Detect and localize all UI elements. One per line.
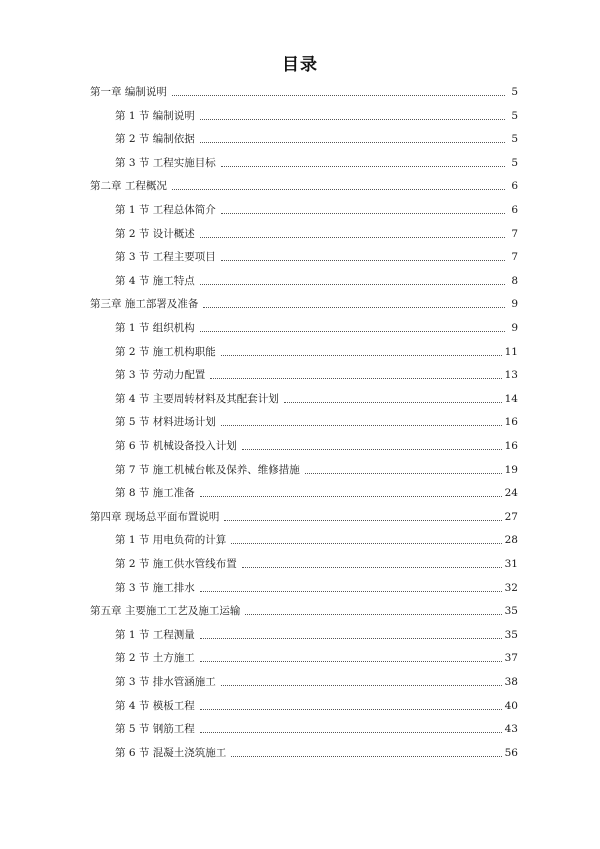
toc-page-number: 8 [511, 274, 518, 287]
dot-leader [172, 189, 505, 190]
toc-page-number: 28 [504, 534, 518, 547]
toc-entry-label: 第 1 节 用电负荷的计算 [115, 534, 227, 547]
dot-leader [284, 402, 502, 403]
toc-chapter-entry[interactable] [90, 600, 518, 618]
dot-leader [200, 496, 502, 497]
dot-leader [245, 614, 501, 615]
dot-leader [200, 638, 502, 639]
toc-entry-label: 第 2 节 施工机构职能 [115, 345, 216, 358]
toc-section-entry[interactable] [115, 199, 518, 217]
dot-leader [221, 425, 502, 426]
toc-page-number: 43 [504, 723, 518, 736]
toc-page-number: 16 [504, 440, 518, 452]
toc-section-entry[interactable] [115, 459, 518, 477]
toc-chapter-entry[interactable] [90, 506, 518, 524]
toc-entry-label: 第三章 施工部署及准备 [90, 298, 199, 311]
toc-section-entry[interactable] [115, 270, 518, 288]
toc-entry-label: 第 4 节 主要周转材料及其配套计划 [115, 392, 279, 405]
toc-entry-label: 第 5 节 钢筋工程 [115, 723, 195, 736]
toc-page-number: 7 [511, 251, 518, 264]
toc-section-entry[interactable] [115, 553, 518, 571]
toc-page-number: 13 [504, 369, 518, 382]
toc-page-number: 5 [511, 86, 518, 98]
toc-page-number: 56 [504, 746, 518, 759]
toc-entry-label: 第 2 节 施工供水管线布置 [115, 558, 237, 570]
toc-page-number: 32 [504, 581, 518, 594]
toc-page-number: 24 [504, 487, 518, 500]
page-title: 目录 [282, 55, 318, 75]
toc-page-number: 37 [504, 652, 518, 665]
dot-leader [200, 142, 505, 143]
toc-section-entry[interactable] [115, 482, 518, 500]
toc-page-number: 16 [504, 416, 518, 429]
toc-page-number: 19 [504, 463, 518, 476]
dot-leader [200, 732, 502, 733]
toc-entry-label: 第 1 节 工程总体简介 [115, 204, 216, 216]
dot-leader [221, 260, 505, 261]
toc-section-entry[interactable] [115, 105, 518, 123]
toc-section-entry[interactable] [115, 223, 518, 241]
toc-entry-label: 第 1 节 工程测量 [115, 628, 195, 641]
toc-page-number: 35 [504, 628, 518, 641]
toc-section-entry[interactable] [115, 624, 518, 642]
toc-chapter-entry[interactable] [90, 81, 518, 99]
toc-entry-label: 第五章 主要施工工艺及施工运输 [90, 605, 241, 618]
toc-section-entry[interactable] [115, 577, 518, 595]
toc-entry-label: 第 4 节 施工特点 [115, 274, 195, 287]
toc-page-number: 38 [504, 676, 518, 688]
dot-leader [221, 685, 502, 686]
toc-section-entry[interactable] [115, 388, 518, 406]
toc-section-entry[interactable] [115, 718, 518, 736]
dot-leader [200, 709, 502, 710]
toc-entry-label: 第 3 节 工程实施目标 [115, 156, 216, 169]
toc-page-number: 31 [504, 558, 518, 570]
toc-entry-label: 第一章 编制说明 [90, 86, 167, 98]
toc-page-number: 9 [511, 298, 518, 311]
toc-entry-label: 第 2 节 编制依据 [115, 133, 195, 146]
toc-section-entry[interactable] [115, 246, 518, 264]
toc-entry-label: 第 2 节 设计概述 [115, 227, 195, 240]
toc-section-entry[interactable] [115, 152, 518, 170]
toc-entry-label: 第 8 节 施工准备 [115, 487, 195, 500]
toc-page-number: 35 [504, 605, 518, 618]
toc-entry-label: 第四章 现场总平面布置说明 [90, 510, 220, 523]
dot-leader [221, 166, 505, 167]
toc-chapter-entry[interactable] [90, 293, 518, 311]
dot-leader [242, 567, 502, 568]
toc-entry-label: 第 5 节 材料进场计划 [115, 416, 216, 429]
toc-page-number: 27 [504, 510, 518, 523]
toc-entry-label: 第 6 节 机械设备投入计划 [115, 440, 237, 452]
dot-leader [242, 449, 502, 450]
dot-leader [231, 543, 501, 544]
toc-section-entry[interactable] [115, 671, 518, 689]
toc-section-entry[interactable] [115, 529, 518, 547]
toc-page-number: 7 [511, 227, 518, 240]
toc-section-entry[interactable] [115, 128, 518, 146]
toc-section-entry[interactable] [115, 742, 518, 760]
toc-section-entry[interactable] [115, 411, 518, 429]
dot-leader [200, 331, 505, 332]
dot-leader [200, 119, 505, 120]
dot-leader [210, 378, 501, 379]
toc-chapter-entry[interactable] [90, 175, 518, 193]
toc-page-number: 9 [511, 322, 518, 334]
dot-leader [200, 284, 505, 285]
dot-leader [203, 307, 505, 308]
toc-page-number: 40 [504, 699, 518, 712]
dot-leader [200, 661, 502, 662]
dot-leader [224, 520, 501, 521]
toc-entry-label: 第 3 节 施工排水 [115, 581, 195, 594]
toc-page-number: 11 [504, 345, 518, 358]
toc-entry-label: 第 2 节 土方施工 [115, 652, 195, 665]
toc-section-entry[interactable] [115, 341, 518, 359]
dot-leader [231, 756, 501, 757]
dot-leader [200, 237, 505, 238]
dot-leader [200, 591, 502, 592]
dot-leader [172, 95, 505, 96]
toc-section-entry[interactable] [115, 435, 518, 453]
toc-entry-label: 第 1 节 组织机构 [115, 322, 195, 334]
toc-entry-label: 第二章 工程概况 [90, 180, 167, 193]
toc-page-number: 14 [504, 392, 518, 405]
dot-leader [221, 355, 502, 356]
toc-page-number: 5 [511, 133, 518, 146]
toc-page-number: 6 [511, 204, 518, 216]
dot-leader [305, 473, 502, 474]
toc-entry-label: 第 4 节 模板工程 [115, 699, 195, 712]
toc-section-entry[interactable] [115, 695, 518, 713]
toc-page-number: 5 [511, 109, 518, 122]
toc-entry-label: 第 1 节 编制说明 [115, 109, 195, 122]
toc-entry-label: 第 3 节 工程主要项目 [115, 251, 216, 264]
toc-section-entry[interactable] [115, 317, 518, 335]
toc-page-number: 6 [511, 180, 518, 193]
toc-entry-label: 第 3 节 劳动力配置 [115, 369, 206, 382]
toc-section-entry[interactable] [115, 647, 518, 665]
toc-entry-label: 第 6 节 混凝土浇筑施工 [115, 746, 227, 759]
toc-entry-label: 第 3 节 排水管涵施工 [115, 676, 216, 688]
toc-section-entry[interactable] [115, 364, 518, 382]
toc-page-number: 5 [511, 156, 518, 169]
dot-leader [221, 213, 505, 214]
toc-entry-label: 第 7 节 施工机械台帐及保养、维修措施 [115, 463, 300, 476]
